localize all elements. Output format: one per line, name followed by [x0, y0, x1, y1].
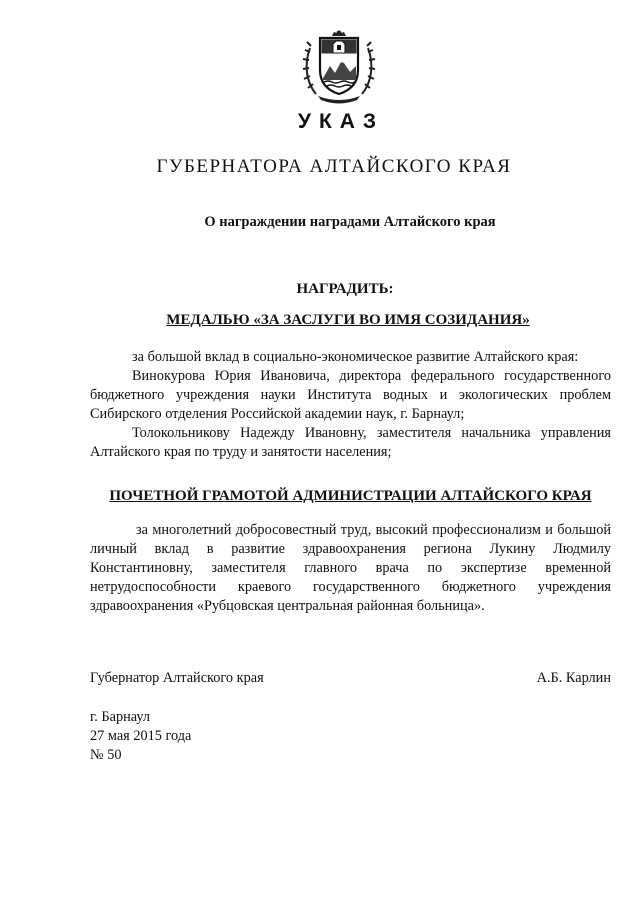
document-subject: О награждении наградами Алтайского края — [204, 214, 496, 230]
signature-row — [90, 670, 611, 687]
footer-city: г. Барнаул — [90, 709, 151, 725]
medal-reason: за большой вклад в социально-экономическое развитие Алтайского края: — [132, 349, 579, 365]
gramota-recipient — [90, 521, 611, 616]
footer-date: 27 мая 2015 года — [90, 728, 192, 744]
signatory-position: Губернатор Алтайского края — [90, 670, 264, 686]
altai-krai-coat-of-arms-icon — [302, 24, 376, 106]
medal-title: МЕДАЛЬЮ «ЗА ЗАСЛУГИ ВО ИМЯ СОЗИДАНИЯ» — [166, 312, 530, 328]
document-title: УКАЗ — [297, 110, 385, 133]
medal-recipient: Винокурова Юрия Ивановича, директора федерального государственного бюджетного учреждения науки Института водных и экологических проблем Сибирского отделения Российской академии наук, г. Барнаул; — [90, 368, 611, 422]
gramota-title: ПОЧЕТНОЙ ГРАМОТОЙ АДМИНИСТРАЦИИ АЛТАЙСКОГО КРАЯ — [109, 488, 592, 504]
gramota-paragraph: за многолетний добросовестный труд, высокий профессионализм и большой личный вклад в развитие здравоохранения региона Лукину Людмилу Константиновну, заместителя главного врача по экспертизе временной нетрудоспособности краевого государственного бюджетного учреждения здравоохранения «Рубцовская центральная районная больница». — [90, 522, 611, 614]
document-footer — [90, 708, 191, 765]
signatory-name: А.Б. Карлин — [536, 670, 611, 686]
medal-recipient: Толокольникову Надежду Ивановну, заместителя начальника управления Алтайского края по труду и занятости населения; — [90, 425, 611, 460]
document-subtitle: ГУБЕРНАТОРА АЛТАЙСКОГО КРАЯ — [156, 156, 512, 177]
medal-recipients — [90, 348, 611, 462]
award-heading: НАГРАДИТЬ: — [296, 281, 394, 297]
footer-number: № 50 — [90, 747, 122, 763]
